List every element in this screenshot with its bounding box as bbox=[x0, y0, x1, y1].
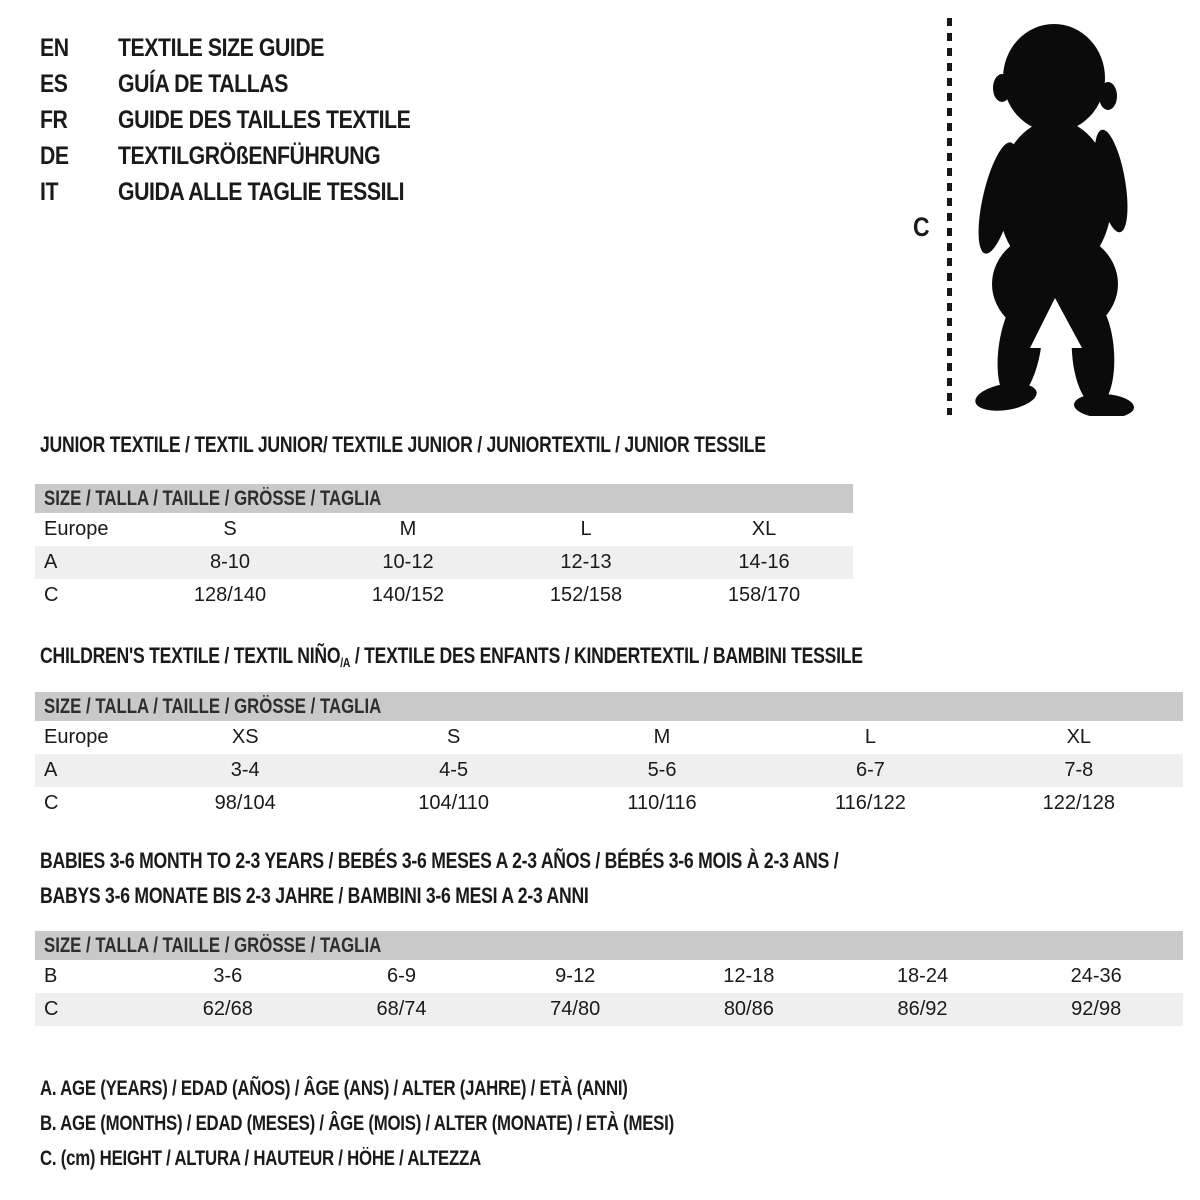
table-cell: M bbox=[653, 726, 671, 748]
table-cell: L bbox=[580, 518, 592, 540]
table-cell: 7-8 bbox=[1064, 759, 1094, 781]
table-cell: 158/170 bbox=[727, 584, 801, 606]
language-title-block bbox=[40, 30, 462, 210]
table-cell: 12-13 bbox=[560, 551, 612, 573]
table-row-europe bbox=[35, 513, 853, 546]
table-cell: 5-6 bbox=[647, 759, 677, 781]
table-row-age bbox=[35, 754, 1183, 787]
table-header-bar: SIZE / TALLA / TAILLE / GRÖSSE / TAGLIA bbox=[35, 692, 1183, 721]
language-code: EN bbox=[40, 33, 69, 62]
language-code: IT bbox=[40, 177, 59, 206]
table-header-bar: SIZE / TALLA / TAILLE / GRÖSSE / TAGLIA bbox=[35, 931, 1183, 960]
table-cell: 6-7 bbox=[855, 759, 885, 781]
junior-size-table bbox=[35, 484, 853, 612]
table-cell: 128/140 bbox=[193, 584, 267, 606]
junior-section-heading: JUNIOR TEXTILE / TEXTIL JUNIOR/ TEXTILE JUNIOR / JUNIORTEXTIL / JUNIOR TESSILE bbox=[40, 432, 766, 457]
table-cell: 3-6 bbox=[213, 965, 243, 987]
table-cell: S bbox=[446, 726, 461, 748]
heading-text: CHILDREN'S TEXTILE / TEXTIL NIÑO bbox=[40, 643, 341, 668]
row-label: A bbox=[44, 551, 58, 573]
language-row-fr bbox=[40, 102, 462, 138]
right-ear-shape bbox=[1099, 82, 1117, 110]
table-cell: XL bbox=[1066, 726, 1092, 748]
table-cell: 12-18 bbox=[723, 965, 775, 987]
babies-section-heading bbox=[40, 843, 1038, 913]
table-cell: 18-24 bbox=[896, 965, 949, 987]
note-height: C. (cm) HEIGHT / ALTURA / HAUTEUR / HÖHE / ALTEZZA bbox=[40, 1147, 481, 1170]
table-cell: 8-10 bbox=[209, 551, 251, 573]
language-row-it bbox=[40, 174, 462, 210]
table-cell: M bbox=[399, 518, 417, 540]
row-label: A bbox=[44, 759, 58, 781]
language-row-es bbox=[40, 66, 462, 102]
toddler-silhouette-image bbox=[962, 16, 1142, 416]
height-measure-dashed-line bbox=[947, 18, 952, 415]
language-row-en bbox=[40, 30, 462, 66]
height-measure-label: C bbox=[913, 212, 930, 242]
guide-title-it: GUIDA ALLE TAGLIE TESSILI bbox=[118, 177, 405, 206]
row-label: C bbox=[44, 998, 59, 1020]
right-foot-shape bbox=[1073, 392, 1134, 416]
table-cell: S bbox=[223, 518, 237, 540]
table-header-bar: SIZE / TALLA / TAILLE / GRÖSSE / TAGLIA bbox=[35, 484, 853, 513]
language-code: DE bbox=[40, 141, 69, 170]
table-row-months bbox=[35, 960, 1183, 993]
head-shape bbox=[1003, 24, 1105, 132]
table-cell: 68/74 bbox=[376, 998, 427, 1020]
row-label: C bbox=[44, 792, 59, 814]
table-cell: 86/92 bbox=[897, 998, 948, 1020]
guide-title-de: TEXTILGRÖßENFÜHRUNG bbox=[118, 141, 381, 170]
table-cell: 74/80 bbox=[550, 998, 601, 1020]
table-cell: 14-16 bbox=[738, 551, 790, 573]
table-row-europe bbox=[35, 721, 1183, 754]
table-cell: 24-36 bbox=[1070, 965, 1122, 987]
row-label: B bbox=[44, 965, 58, 987]
row-label: Europe bbox=[44, 518, 109, 540]
language-code: FR bbox=[40, 105, 68, 134]
table-cell: 116/122 bbox=[835, 792, 906, 814]
language-row-de bbox=[40, 138, 462, 174]
table-row-age bbox=[35, 546, 853, 579]
table-cell: XS bbox=[231, 726, 259, 748]
guide-title-es: GUÍA DE TALLAS bbox=[118, 69, 288, 98]
table-cell: 152/158 bbox=[549, 584, 623, 606]
table-cell: 98/104 bbox=[214, 792, 276, 814]
table-row-height bbox=[35, 787, 1183, 820]
guide-title-fr: GUIDE DES TAILLES TEXTILE bbox=[118, 105, 411, 134]
babies-heading-line2: BABYS 3-6 MONATE BIS 2-3 JAHRE / BAMBINI 3-6 MESI A 2-3 ANNI bbox=[40, 883, 589, 908]
table-cell: 122/128 bbox=[1042, 792, 1115, 814]
table-cell: 92/98 bbox=[1071, 998, 1122, 1020]
heading-text: / TEXTILE DES ENFANTS / KINDERTEXTIL / BAMBINI TESSILE bbox=[350, 643, 863, 668]
table-cell: XL bbox=[751, 518, 777, 540]
table-cell: 9-12 bbox=[555, 965, 596, 987]
table-row-height bbox=[35, 579, 853, 612]
guide-title-en: TEXTILE SIZE GUIDE bbox=[118, 33, 325, 62]
note-age-years: A. AGE (YEARS) / EDAD (AÑOS) / ÂGE (ANS) / ALTER (JAHRE) / ETÀ (ANNI) bbox=[40, 1077, 628, 1100]
babies-size-table bbox=[35, 931, 1183, 1026]
table-row-height bbox=[35, 993, 1183, 1026]
babies-heading-line1: BABIES 3-6 MONTH TO 2-3 YEARS / BEBÉS 3-6 MESES A 2-3 AÑOS / BÉBÉS 3-6 MOIS À 2-3 ANS / bbox=[40, 848, 839, 873]
table-cell: 4-5 bbox=[439, 759, 469, 781]
table-cell: 6-9 bbox=[387, 965, 416, 987]
table-cell: 140/152 bbox=[371, 584, 445, 606]
children-size-table bbox=[35, 692, 1183, 820]
table-cell: 104/110 bbox=[418, 792, 490, 814]
table-cell: 80/86 bbox=[723, 998, 774, 1020]
legend-notes bbox=[40, 1071, 832, 1176]
table-cell: 3-4 bbox=[230, 759, 260, 781]
heading-subscript: /A bbox=[340, 655, 351, 670]
table-cell: 10-12 bbox=[382, 551, 434, 573]
left-ear-shape bbox=[993, 74, 1011, 102]
children-section-heading bbox=[40, 643, 1068, 669]
row-label: C bbox=[44, 584, 59, 606]
language-code: ES bbox=[40, 69, 68, 98]
table-cell: 62/68 bbox=[202, 998, 253, 1020]
table-cell: 110/116 bbox=[627, 792, 697, 814]
table-cell: L bbox=[864, 726, 876, 748]
note-age-months: B. AGE (MONTHS) / EDAD (MESES) / ÂGE (MOIS) / ALTER (MONATE) / ETÀ (MESI) bbox=[40, 1112, 674, 1135]
row-label: Europe bbox=[44, 726, 109, 748]
